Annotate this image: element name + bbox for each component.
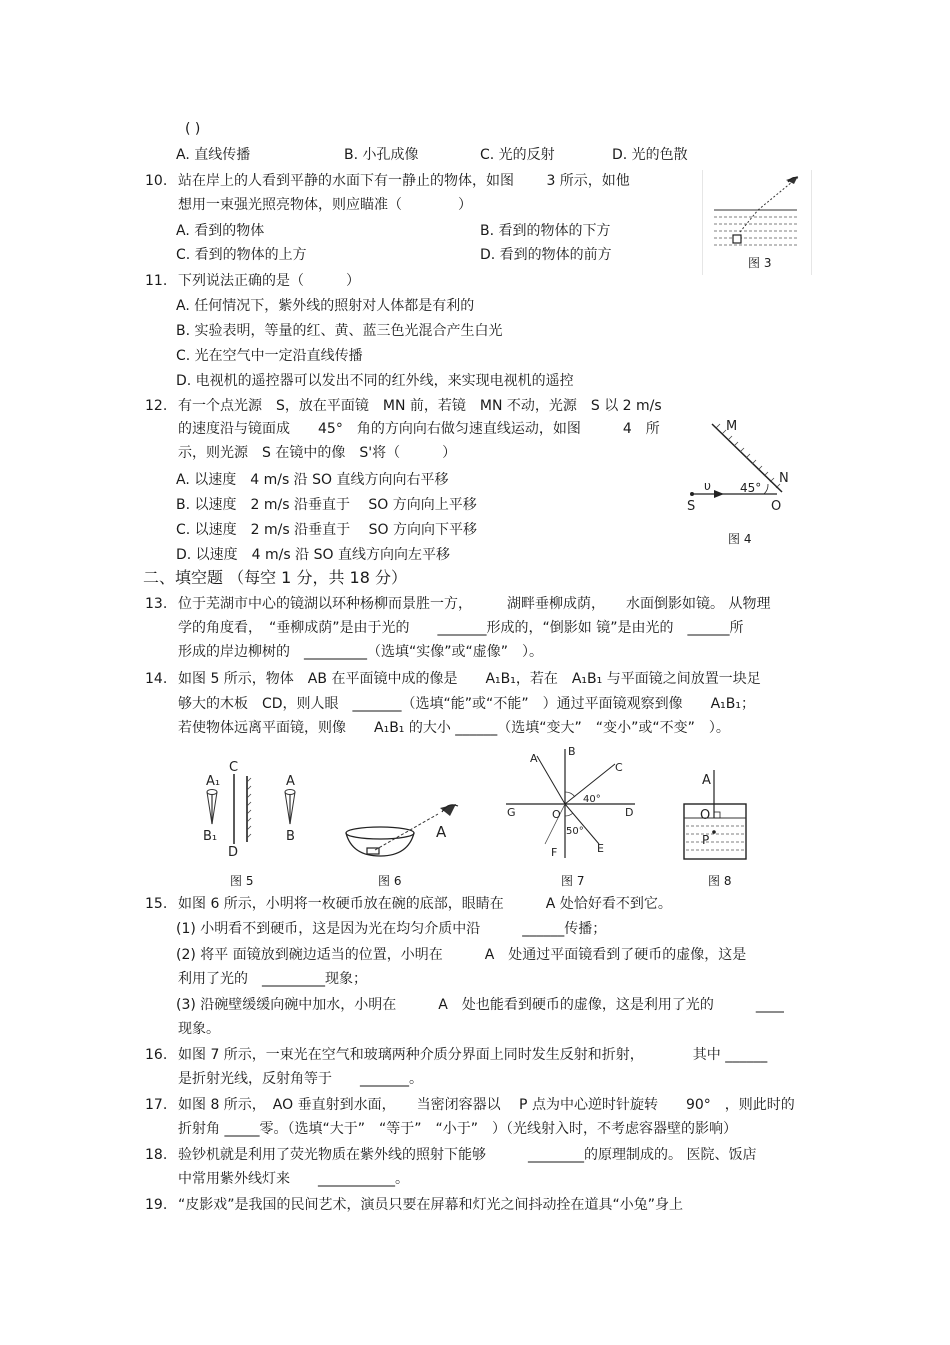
figure-6 <box>340 788 470 890</box>
q14-number: 14. <box>145 671 168 687</box>
figure-7-label-d: D <box>625 806 634 819</box>
figure-8-caption: 图 8 <box>708 874 732 888</box>
q12-option-a: A. 以速度 4 m/s 沿 SO 直线方向向右平移 <box>176 472 449 488</box>
q10-stem-line2: 想用一束强光照亮物体，则应瞄准（ ） <box>178 197 472 213</box>
q9-option-d: D. 光的色散 <box>612 147 688 163</box>
q9-option-a: A. 直线传播 <box>176 147 251 163</box>
figure-7-label-a: A <box>530 752 538 765</box>
q15-sub3-line2: 现象。 <box>178 1021 220 1037</box>
figure-7-label-b: B <box>568 745 576 758</box>
q9-option-b: B. 小孔成像 <box>344 147 419 163</box>
figure-5 <box>196 758 306 890</box>
figure-7-label-40: 40° <box>583 794 601 805</box>
q10-number: 10. <box>145 173 168 189</box>
q16-line2: 是折射光线，反射角等于 _______。 <box>178 1071 423 1087</box>
figure-7-label-50: 50° <box>566 826 584 837</box>
figure-5-caption: 图 5 <box>230 874 254 888</box>
q15-sub2-line2: 利用了光的 _________现象； <box>178 971 367 987</box>
q14-line3: 若使物体远离平面镜，则像 A₁B₁ 的大小 ______（选填“变大” “变小”或“不变” ）。 <box>178 720 730 736</box>
figure-7-label-e: E <box>597 842 604 855</box>
q15-sub3-line1: (3) 沿碗壁缓缓向碗中加水，小明在 A 处也能看到硬币的虚像，这是利用了光的 ____ <box>176 997 784 1013</box>
figure-4-label-angle: 45° <box>740 481 762 495</box>
figure-7 <box>503 744 643 890</box>
q10-option-a: A. 看到的物体 <box>176 223 265 239</box>
q10-option-c: C. 看到的物体的上方 <box>176 247 307 263</box>
q10-option-d: D. 看到的物体的前方 <box>480 247 612 263</box>
q13-line2: 学的角度看， “垂柳成荫”是由于光的 _______形成的，“倒影如 镜”是由光的 ______所 <box>178 620 744 636</box>
q15-stem: 如图 6 所示，小明将一枚硬币放在碗的底部，眼睛在 A 处恰好看不到它。 <box>178 896 672 912</box>
q18-number: 18. <box>145 1147 168 1163</box>
q13-number: 13. <box>145 596 168 612</box>
q14-line2: 够大的木板 CD，则人眼 _______（选填“能”或“不能” ）通过平面镜观察到像 A₁B₁； <box>178 696 755 712</box>
q10-stem-line1: 站在岸上的人看到平静的水面下有一静止的物体，如图 3 所示，如他 <box>178 173 630 189</box>
q12-stem-line2: 的速度沿与镜面成 45° 角的方向向右做匀速直线运动，如图 4 所 <box>178 421 660 437</box>
q12-option-b: B. 以速度 2 m/s 沿垂直于 SO 方向向上平移 <box>176 497 477 513</box>
q18-line1: 验钞机就是利用了荧光物质在紫外线的照射下能够 ________的原理制成的。 医院、饭店 <box>178 1147 757 1163</box>
figure-5-label-d: D <box>228 845 239 858</box>
q16-line1: 如图 7 所示，一束光在空气和玻璃两种介质分界面上同时发生反射和折射， 其中 ______ <box>178 1047 768 1063</box>
figure-4-caption: 图 4 <box>728 532 752 546</box>
q12-stem-line3: 示，则光源 S 在镜中的像 S'将（ ） <box>178 445 457 461</box>
q15-number: 15. <box>145 896 168 912</box>
figure-6-caption: 图 6 <box>378 874 402 888</box>
figure-7-label-c: C <box>615 761 623 774</box>
figure-8-label-o: O <box>700 808 711 823</box>
q15-sub2-line1: (2) 将平 面镜放到碗边适当的位置，小明在 A 处通过平面镜看到了硬币的虚像，这是 <box>176 947 747 963</box>
q9-answer-paren: ( ) <box>185 121 201 137</box>
q12-number: 12. <box>145 398 168 414</box>
q12-stem-line1: 有一个点光源 S，放在平面镜 MN 前，若镜 MN 不动，光源 S 以 2 m/s <box>178 398 662 414</box>
q11-number: 11. <box>145 273 168 289</box>
figure-7-label-f: F <box>551 846 558 859</box>
figure-4-label-n: N <box>779 471 789 486</box>
q14-line1: 如图 5 所示，物体 AB 在平面镜中成的像是 A₁B₁，若在 A₁B₁ 与平面镜之间放置一块足 <box>178 671 761 687</box>
figure-3-caption: 图 3 <box>748 256 772 270</box>
figure-4-label-m: M <box>726 419 738 434</box>
figure-4 <box>680 412 800 547</box>
q13-line1: 位于芜湖市中心的镜湖以环种杨柳而景胜一方， 湖畔垂柳成荫， 水面倒影如镜。 从物理 <box>178 596 771 612</box>
figure-5-label-b: B <box>286 829 295 844</box>
figure-5-label-a: A <box>286 774 295 789</box>
figure-4-label-v: υ <box>704 479 711 493</box>
q19-number: 19. <box>145 1197 168 1213</box>
figure-8 <box>676 768 756 890</box>
figure-8-label-a: A <box>702 773 711 788</box>
figure-3 <box>702 170 812 275</box>
q9-option-c: C. 光的反射 <box>480 147 555 163</box>
q12-option-c: C. 以速度 2 m/s 沿垂直于 SO 方向向下平移 <box>176 522 477 538</box>
figure-7-label-g: G <box>507 806 516 819</box>
q11-stem: 下列说法正确的是（ ） <box>178 273 360 289</box>
figure-6-label-a: A <box>436 823 447 841</box>
q13-line3: 形成的岸边柳树的 _________（选填“实像”或“虚像” ）。 <box>178 644 544 660</box>
q11-option-d: D. 电视机的遥控器可以发出不同的红外线，来实现电视机的遥控 <box>176 373 574 389</box>
q18-line2: 中常用紫外线灯来 ___________。 <box>178 1171 409 1187</box>
q15-sub1: (1) 小明看不到硬币，这是因为光在均匀介质中沿 ______传播； <box>176 921 607 937</box>
section-heading-fill-blank: 二、填空题 （每空 1 分，共 18 分） <box>143 568 407 587</box>
q17-line1: 如图 8 所示， AO 垂直射到水面， 当密闭容器以 P 点为中心逆时针旋转 90° ，则此时的 <box>178 1097 795 1113</box>
figure-4-label-s: S <box>687 499 696 512</box>
q11-option-a: A. 任何情况下，紫外线的照射对人体都是有利的 <box>176 298 475 314</box>
q10-option-b: B. 看到的物体的下方 <box>480 223 611 239</box>
q17-number: 17. <box>145 1097 168 1113</box>
figure-8-label-p: P <box>702 833 710 847</box>
q11-option-b: B. 实验表明，等量的红、黄、蓝三色光混合产生白光 <box>176 323 503 339</box>
figure-7-caption: 图 7 <box>561 874 585 888</box>
q12-option-d: D. 以速度 4 m/s 沿 SO 直线方向向左平移 <box>176 547 450 563</box>
q11-option-c: C. 光在空气中一定沿直线传播 <box>176 348 363 364</box>
figure-4-label-o: O <box>771 499 782 512</box>
q19-line1: “皮影戏”是我国的民间艺术，演员只要在屏幕和灯光之间抖动拴在道具“小兔”身上 <box>178 1197 684 1213</box>
figure-5-label-b1: B₁ <box>203 829 218 844</box>
figure-5-label-a1: A₁ <box>206 774 221 789</box>
figure-7-label-o: O <box>552 808 561 821</box>
q17-line2: 折射角 _____零。（选填“大于” “等于” “小于” ）（光线射入时，不考虑容器壁的影响） <box>178 1121 737 1137</box>
q16-number: 16. <box>145 1047 168 1063</box>
figure-5-label-c: C <box>229 760 239 775</box>
